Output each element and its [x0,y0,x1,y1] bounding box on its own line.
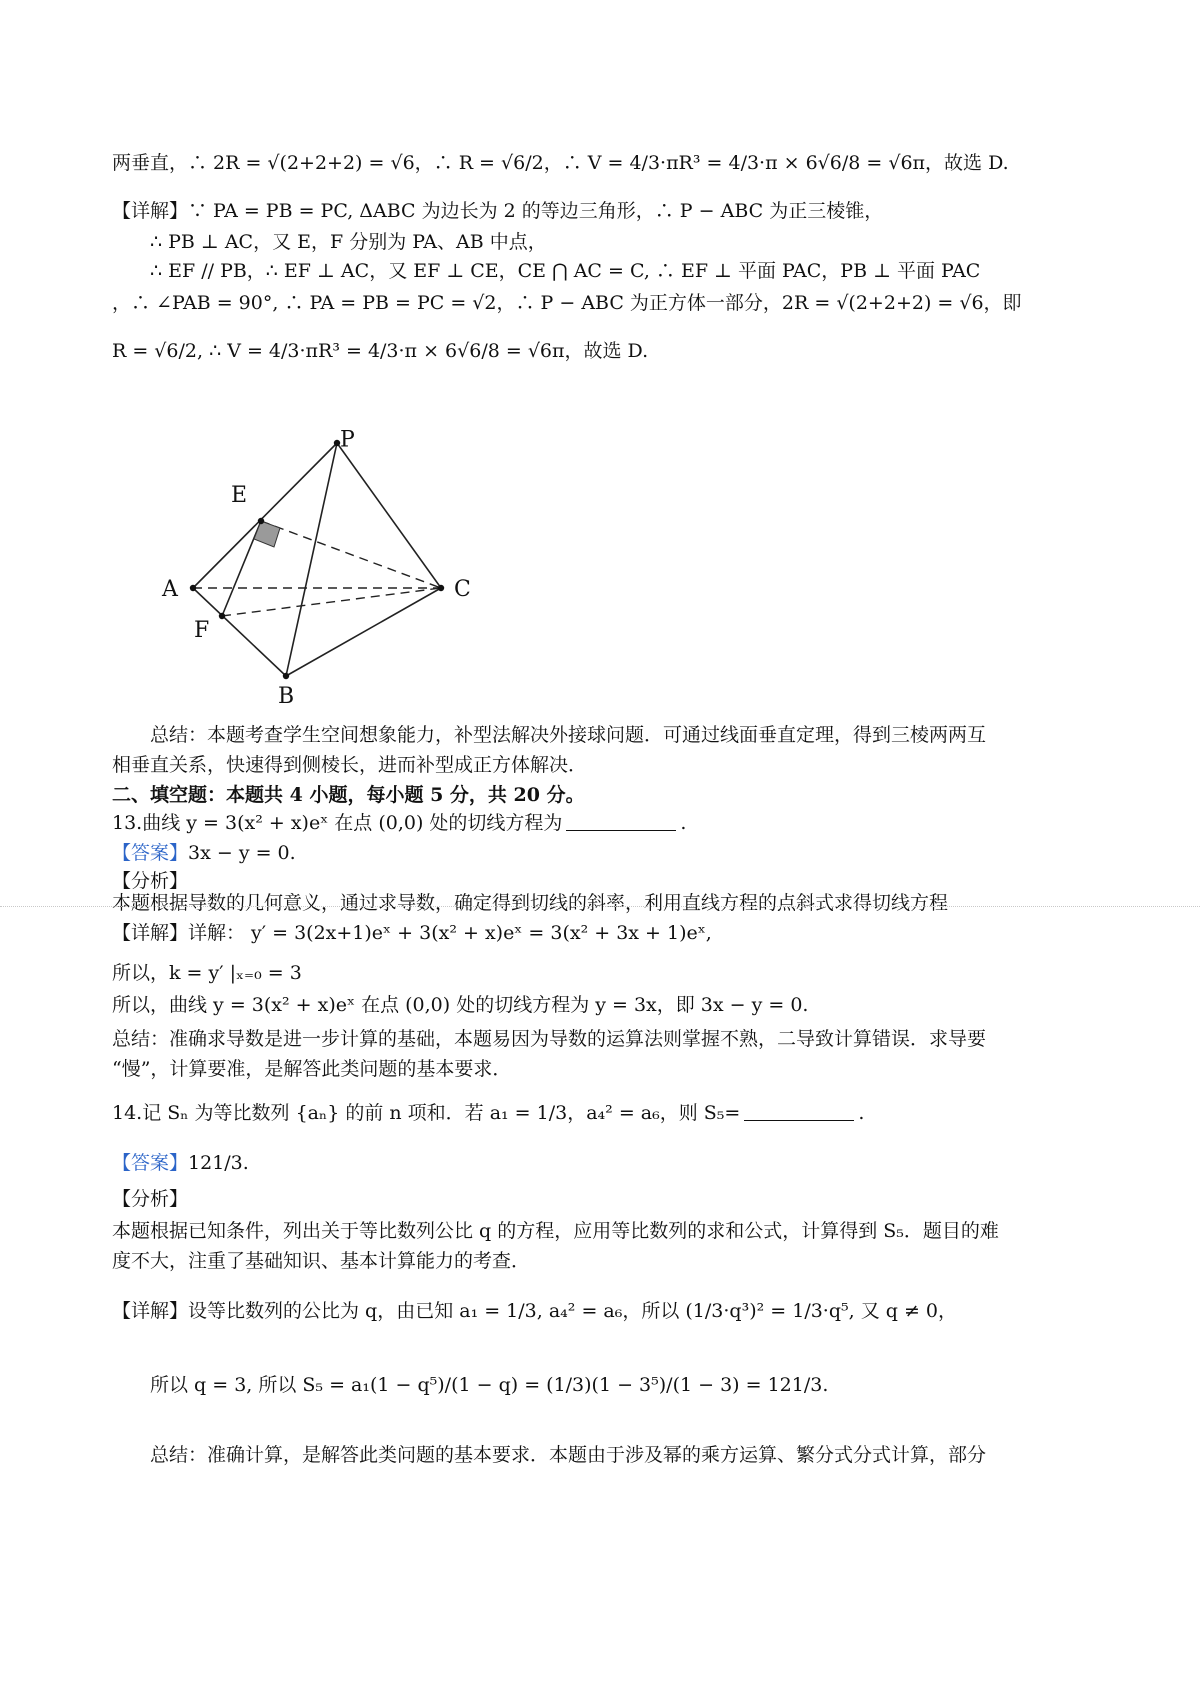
text-line: 所以 q = 3, 所以 S₅ = a₁(1 − q⁵)/(1 − q) = (1/3)(1 − 3⁵)/(1 − 3) = 121/3. [150,1374,829,1396]
segment-FC-dashed [222,588,441,616]
text-line: 度不大，注重了基础知识、基本计算能力的考查． [112,1250,531,1272]
label-A: A [162,577,178,602]
edge-PA [193,443,337,588]
edge-PB [286,443,337,676]
text-line: ∴ EF // PB，∴ EF ⊥ AC，又 EF ⊥ CE，CE ⋂ AC = C, ∴ EF ⊥ 平面 PAC，PB ⊥ 平面 PAC [150,260,981,282]
label-B: B [278,684,295,709]
label-E: E [231,483,248,508]
detail-line: 【详解】设等比数列的公比为 q，由已知 a₁ = 1/3, a₄² = a₆，所以 (1/3·q³)² = 1/3·q⁵, 又 q ≠ 0， [112,1300,957,1322]
label-F: F [194,618,210,643]
answer-13 [112,838,296,868]
answer-14-value: 121/3. [188,1152,249,1174]
summary-line: “慢”，计算要准，是解答此类问题的基本要求． [112,1058,512,1080]
text-line: ，∴ ∠PAB = 90°, ∴ PA = PB = PC = √2，∴ P − ABC 为正方体一部分，2R = √(2+2+2) = √6，即 [112,292,1022,314]
answer-blank [566,810,676,831]
text-line: 本题根据已知条件，列出关于等比数列公比 q 的方程，应用等比数列的求和公式，计算得到 S₅．题目的难 [112,1220,999,1242]
text-line: 所以，k = y′ |ₓ₌₀ = 3 [112,962,302,984]
text-line: 所以，曲线 y = 3(x² + x)eˣ 在点 (0,0) 处的切线方程为 y = 3x，即 3x − y = 0. [112,994,809,1016]
segment-EC-dashed [261,521,441,588]
section-heading: 二、填空题：本题共 4 小题，每小题 5 分，共 20 分。 [112,784,585,806]
question-14 [112,1098,864,1128]
answer-14 [112,1148,249,1178]
summary-line: 总结：本题考查学生空间想象能力，补型法解决外接球问题．可通过线面垂直定理，得到三棱两两互 [150,724,987,746]
vertex-F [219,613,225,619]
vertex-A [190,585,196,591]
label-P: P [340,427,355,453]
question-13-end: . [680,812,687,834]
summary-line: 总结：准确求导数是进一步计算的基础，本题易因为导数的运算法则掌握不熟，二导致计算错误．求导要 [112,1028,987,1050]
summary-line: 相垂直关系，快速得到侧棱长，进而补型成正方体解决． [112,754,588,776]
answer-tag: 【答案】 [112,1152,189,1174]
analysis-heading: 【分析】 [112,1188,189,1210]
label-C: C [454,577,471,602]
question-14-text: 14.记 Sₙ 为等比数列 {aₙ} 的前 n 项和．若 a₁ = 1/3，a₄² = a₆，则 S₅= [112,1102,741,1124]
answer-blank [744,1100,854,1121]
text-line: 两垂直，∴ 2R = √(2+2+2) = √6，∴ R = √6/2，∴ V = 4/3·πR³ = 4/3·π × 6√6/8 = √6π，故选 D. [112,152,1009,174]
text-line: R = √6/2, ∴ V = 4/3·πR³ = 4/3·π × 6√6/8 = √6π，故选 D. [112,340,649,362]
detail-heading-line: 【详解】∵ PA = PB = PC, ΔABC 为边长为 2 的等边三角形，∴ P − ABC 为正三棱锥， [112,200,884,222]
summary-line: 总结：准确计算，是解答此类问题的基本要求．本题由于涉及幂的乘方运算、繁分式分式计算，部分 [150,1444,987,1466]
vertex-E [258,518,264,524]
right-angle-marker [254,521,280,547]
answer-tag: 【答案】 [112,842,189,864]
vertex-C [438,585,444,591]
analysis-heading: 【分析】 [112,870,189,892]
detail-line: 【详解】详解： y′ = 3(2x+1)eˣ + 3(x² + x)eˣ = 3(x² + 3x + 1)eˣ, [112,922,712,944]
vertex-B [283,673,289,679]
edge-PC [337,443,441,588]
question-14-end: . [858,1102,865,1124]
question-13-text: 13.曲线 y = 3(x² + x)eˣ 在点 (0,0) 处的切线方程为 [112,812,563,834]
answer-13-value: 3x − y = 0. [188,842,296,864]
question-13 [112,808,686,838]
text-line: ∴ PB ⊥ AC，又 E，F 分别为 PA、AB 中点， [150,231,547,253]
edge-BC [286,588,441,676]
text-line: 本题根据导数的几何意义，通过求导数，确定得到切线的斜率，利用直线方程的点斜式求得切线方程 [112,892,949,914]
page-separator [0,906,1200,907]
